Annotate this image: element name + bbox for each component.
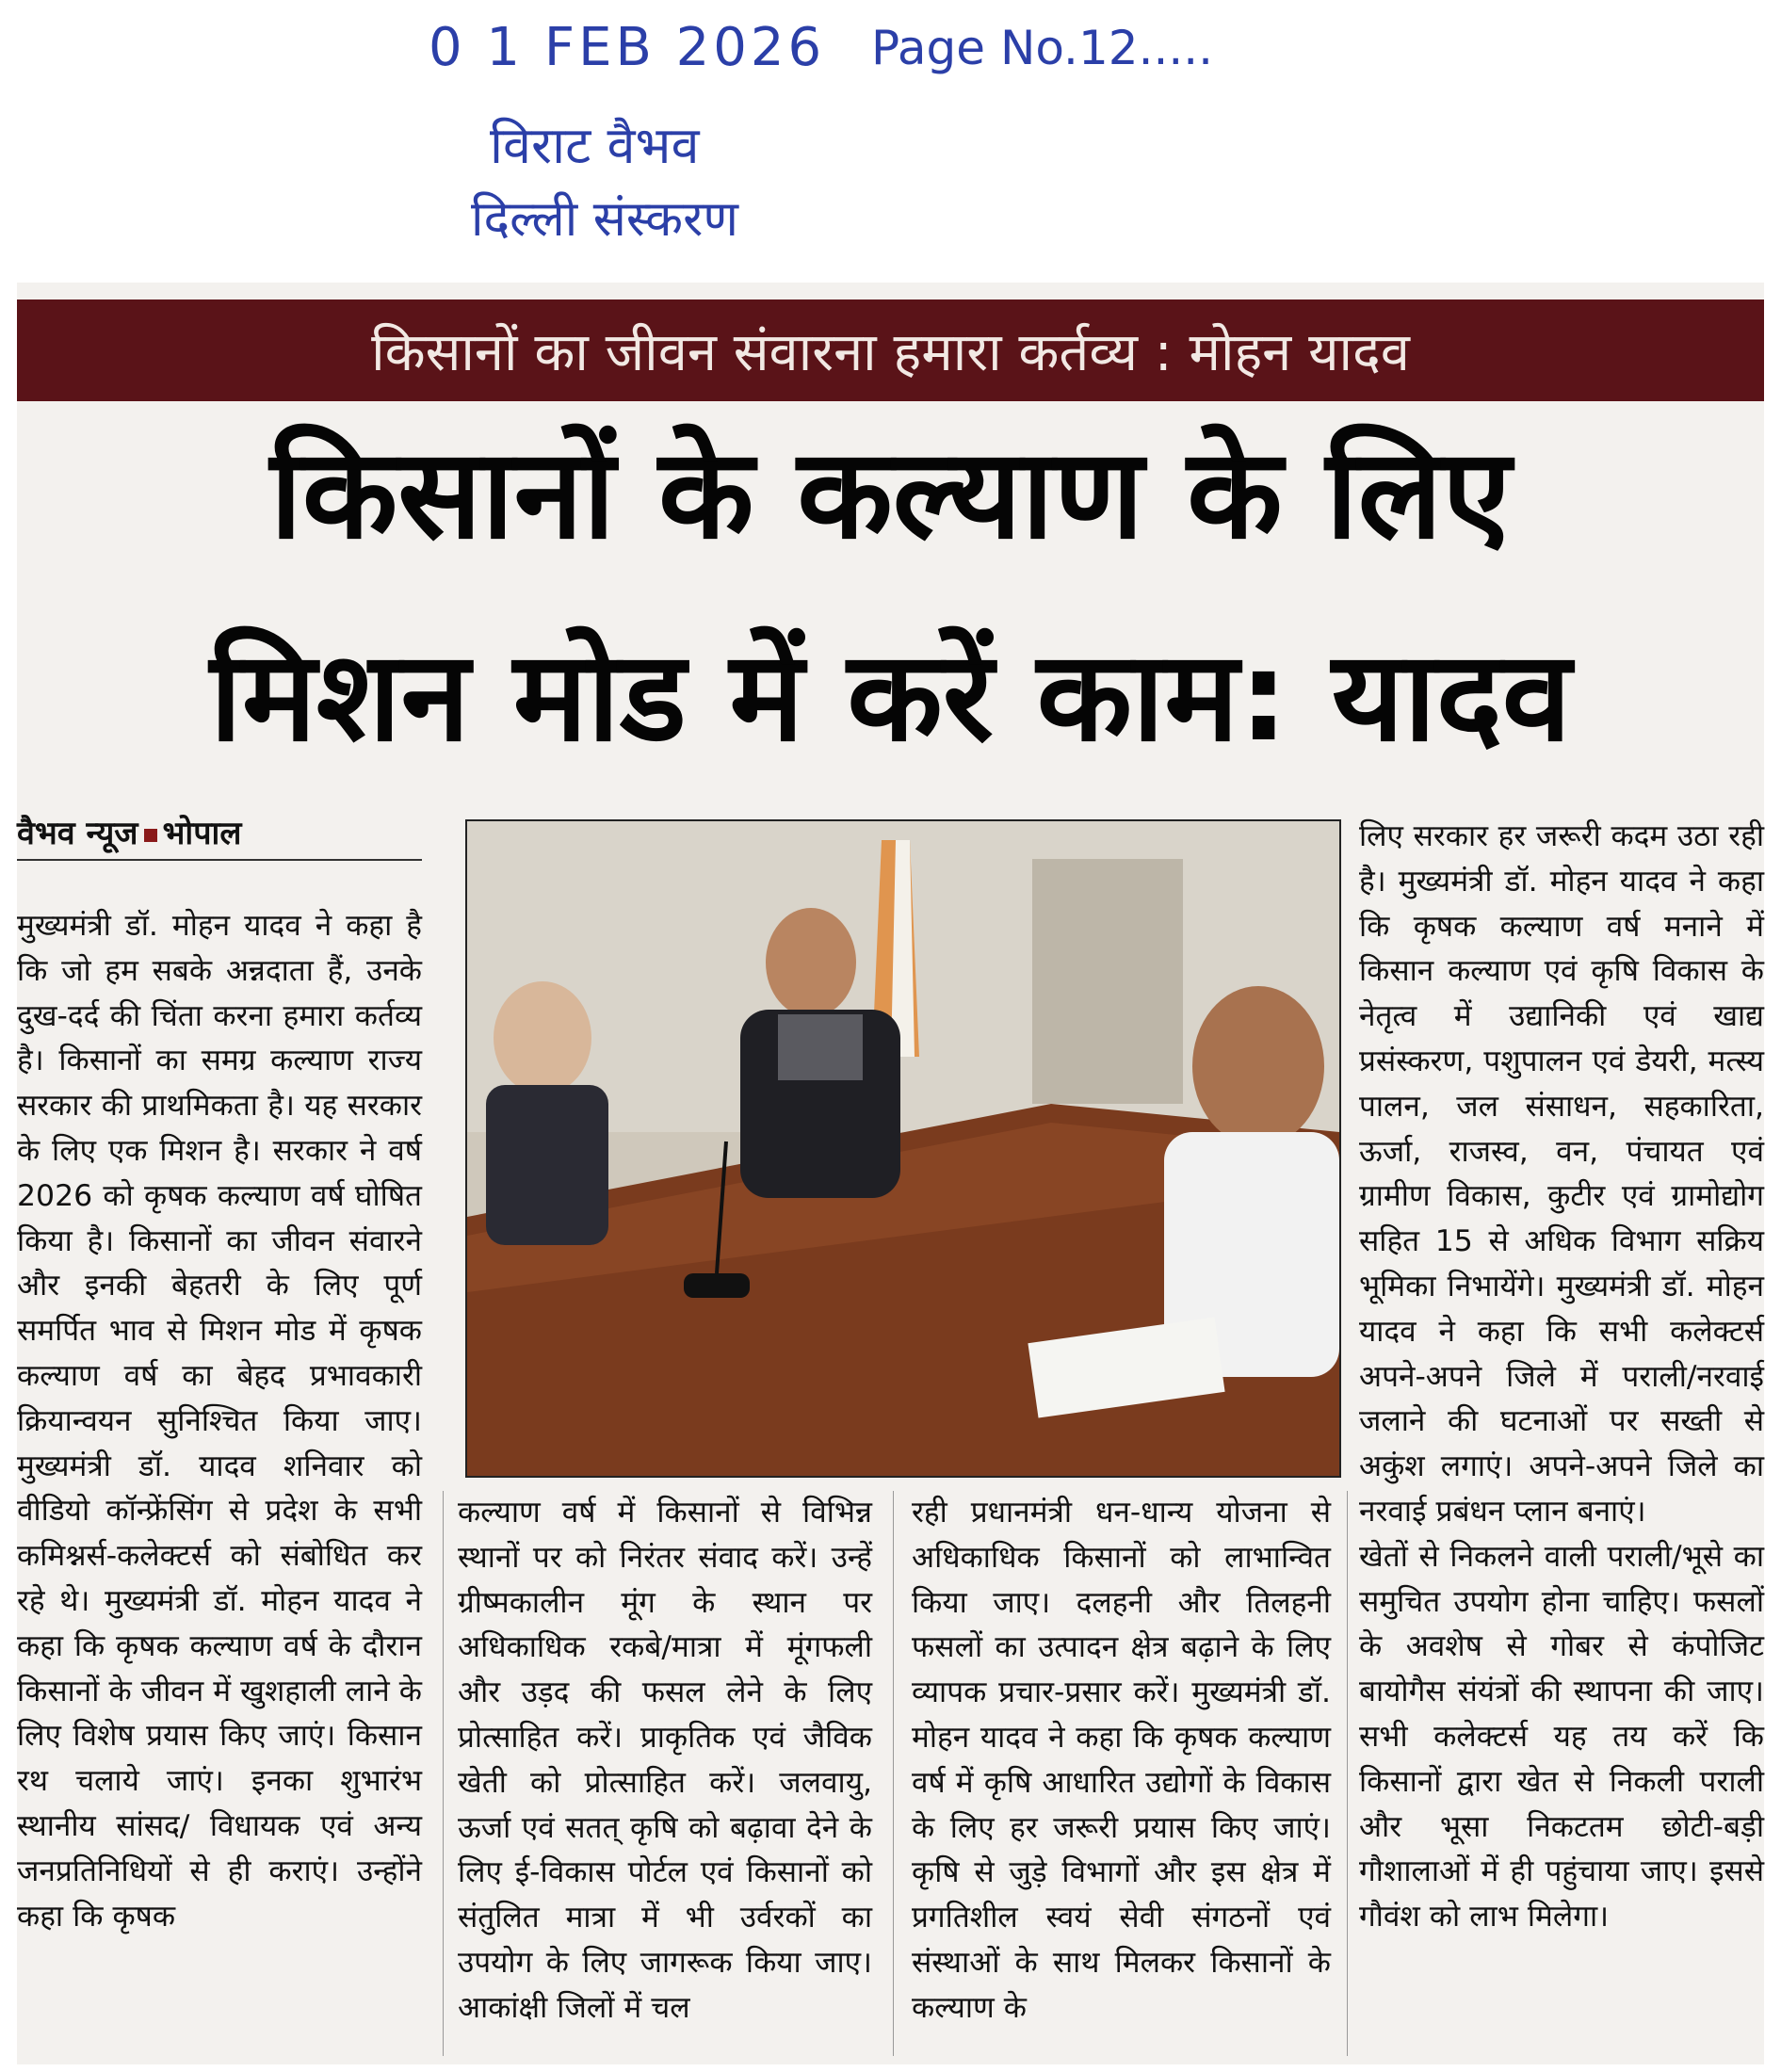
column-4-text-paragraph-2: खेतों से निकलने वाली पराली/भूसे का समुचित उपयोग होना चाहिए। फसलों के अवशेष से गोबर से कंपोजिट बायोगैस संयंत्रों की स्थापना की जाए। सभी कलेक्टर्स यह तय करें कि किसानों द्वारा खेत से निकली पराली और भूसा निकटतम छोटी-बड़ी गौशालाओं में ही पहुंचाया जाए। इससे गौवंश को लाभ मिलेगा। <box>1359 1539 1764 1934</box>
column-3-text: रही प्रधानमंत्री धन-धान्य योजना से अधिकाधिक किसानों को लाभान्वित किया जाए। दलहनी और तिलहनी फसलों का उत्पादन क्षेत्र बढ़ाने के लिए व्यापक प्रचार-प्रसार करें। मुख्यमंत्री डॉ. मोहन यादव ने कहा कि कृषक कल्याण वर्ष में कृषि आधारित उद्योगों के विकास के लिए हर जरूरी प्रयास किए जाएं। कृषि से जुड़े विभागों और इस क्षेत्र में प्रगतिशील स्वयं सेवी संगठनों एवं संस्थाओं के साथ मिलकर किसानों के कल्याण के <box>912 1496 1331 2025</box>
stamp-date: 0 1 FEB 2026 <box>429 17 826 78</box>
column-rule <box>443 1491 444 2056</box>
article-column-3 <box>912 1491 1331 2032</box>
headline-line-2: मिशन मोड में करें काम: यादव <box>209 624 1572 769</box>
meeting-photo <box>465 819 1341 1478</box>
column-4-text-paragraph-1: लिए सरकार हर जरूरी कदम उठा रही है। मुख्यमंत्री डॉ. मोहन यादव ने कहा कि कृषक कल्याण वर्ष मनाने में किसान कल्याण एवं कृषि विकास के नेतृत्व में उद्यानिकी एवं खाद्य प्रसंस्करण, पशुपालन एवं डेयरी, मत्स्य पालन, जल संसाधन, सहकारिता, ऊर्जा, राजस्व, वन, पंचायत एवं ग्रामीण विकास, कुटीर एवं ग्रामोद्योग सहित 15 से अधिक विभाग सक्रिय भूमिका निभायेंगे। मुख्यमंत्री डॉ. मोहन यादव ने कहा कि सभी कलेक्टर्स अपने-अपने जिले में पराली/नरवाई जलाने की घटनाओं पर सख्ती से अकुंश लगाएं। अपने-अपने जिले का नरवाई प्रबंधन प्लान बनाएं। <box>1359 819 1764 1529</box>
byline-separator <box>144 829 157 842</box>
column-1-text: मुख्यमंत्री डॉ. मोहन यादव ने कहा है कि जो हम सबके अन्नदाता हैं, उनके दुख-दर्द की चिंता करना हमारा कर्तव्य है। किसानों का समग्र कल्याण राज्य सरकार की प्राथमिकता है। यह सरकार के लिए एक मिशन है। सरकार ने वर्ष 2026 को कृषक कल्याण वर्ष घोषित किया है। किसानों का जीवन संवारने और इनकी बेहतरी के लिए पूर्ण समर्पित भाव से मिशन मोड में कृषक कल्याण वर्ष का बेहद प्रभावकारी क्रियान्वयन सुनिश्चित किया जाए। मुख्यमंत्री डॉ. यादव शनिवार को वीडियो कॉन्फ्रेंसिंग से प्रदेश के सभी कमिश्नर्स-कलेक्टर्स को संबोधित कर रहे थे। मुख्यमंत्री डॉ. मोहन यादव ने कहा कि कृषक कल्याण वर्ष के दौरान किसानों के जीवन में खुशहाली लाने के लिए विशेष प्रयास किए जाएं। किसान रथ चलाये जाएं। इनका शुभारंभ स्थानीय सांसद/ विधायक एवं अन्य जनप्रतिनिधियों से ही कराएं। उन्होंने कहा कि कृषक <box>17 909 422 1934</box>
meeting-photo-illustration <box>467 821 1339 1476</box>
article-column-2 <box>458 1491 872 2032</box>
stamp-page-number: Page No.12..... <box>871 21 1214 75</box>
column-rule <box>1347 1491 1348 2056</box>
headline-line-1: किसानों के कल्याण के लिए <box>269 422 1512 567</box>
article-column-1 <box>17 904 422 1939</box>
stamp-newspaper-name: विराट वैभव <box>490 116 700 175</box>
byline <box>17 810 422 861</box>
newspaper-clipping <box>17 283 1764 2064</box>
column-2-text: कल्याण वर्ष में किसानों से विभिन्न स्थानों पर को निरंतर संवाद करें। उन्हें ग्रीष्मकालीन मूंग के स्थान पर अधिकाधिक रकबे/मात्रा में मूंगफली और उड़द की फसल लेने के लिए प्रोत्साहित करें। प्राकृतिक एवं जैविक खेती को प्रोत्साहित करें। जलवायु, ऊर्जा एवं सतत् कृषि को बढ़ावा देने के लिए ई-विकास पोर्टल एवं किसानों को संतुलित मात्रा में भी उर्वरकों का उपयोग के लिए जागरूक किया जाए। आकांक्षी जिलों में चल <box>458 1496 872 2025</box>
byline-agency: वैभव न्यूज <box>17 815 138 852</box>
stamp-edition: दिल्ली संस्करण <box>471 191 738 248</box>
column-rule <box>893 1491 894 2056</box>
article-column-4 <box>1359 815 1764 1940</box>
byline-city: भोपाल <box>162 815 242 852</box>
kicker-banner: किसानों का जीवन संवारना हमारा कर्तव्य : मोहन यादव <box>17 299 1764 401</box>
